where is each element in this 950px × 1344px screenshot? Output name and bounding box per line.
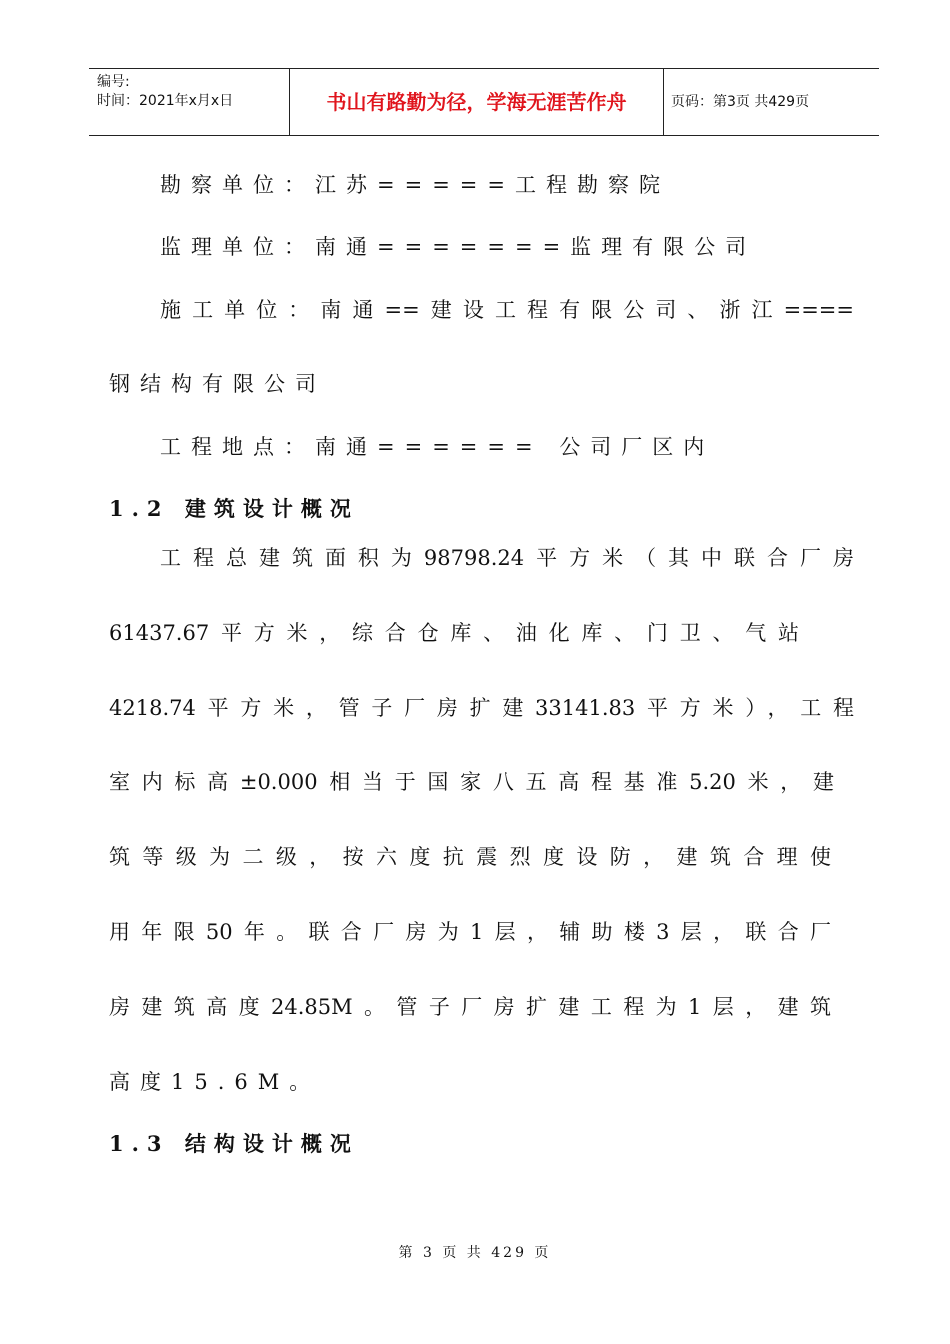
page-footer: 第 3 页 共 429 页 xyxy=(398,1245,552,1261)
document-number-label: 编号: xyxy=(97,74,130,90)
construction-unit-line-1: 施工单位：南通==建设工程有限公司、浙江==== xyxy=(160,298,854,322)
header-motto: 书山有路勤为径，学海无涯苦作舟 xyxy=(290,69,664,135)
survey-unit-line: 勘察单位：江苏=====工程勘察院 xyxy=(160,173,670,197)
header-meta xyxy=(89,69,290,135)
project-location-line: 工程地点：南通====== 公司厂区内 xyxy=(160,435,715,459)
section-heading-1-3: 1.3 结构设计概况 xyxy=(109,1131,359,1156)
header-page-info: 页码：第3页 共429页 xyxy=(671,94,810,110)
page-header xyxy=(89,68,879,136)
section-heading-1-2: 1.2 建筑设计概况 xyxy=(109,496,359,521)
paragraph-line: 4218.74平方米，管子厂房扩建33141.83平方米），工程 xyxy=(109,696,854,720)
paragraph-line: 61437.67平方米，综合仓库、油化库、门卫、气站 xyxy=(109,621,799,645)
paragraph-line: 高度15.6M。 xyxy=(109,1070,321,1094)
paragraph-line: 用年限50年。联合厂房为1层，辅助楼3层，联合厂 xyxy=(109,920,831,944)
document-time-label: 时间：2021年x月x日 xyxy=(97,93,234,109)
paragraph-line: 房建筑高度24.85M。管子厂房扩建工程为1层，建筑 xyxy=(109,995,831,1019)
supervision-unit-line: 监理单位：南通=======监理有限公司 xyxy=(160,235,757,259)
paragraph-line: 工程总建筑面积为98798.24平方米（其中联合厂房 xyxy=(160,546,854,570)
paragraph-line: 室内标高±0.000相当于国家八五高程基准5.20米，建 xyxy=(109,770,834,794)
paragraph-line: 筑等级为二级，按六度抗震烈度设防，建筑合理使 xyxy=(109,845,831,869)
construction-unit-line-2: 钢结构有限公司 xyxy=(109,372,326,396)
